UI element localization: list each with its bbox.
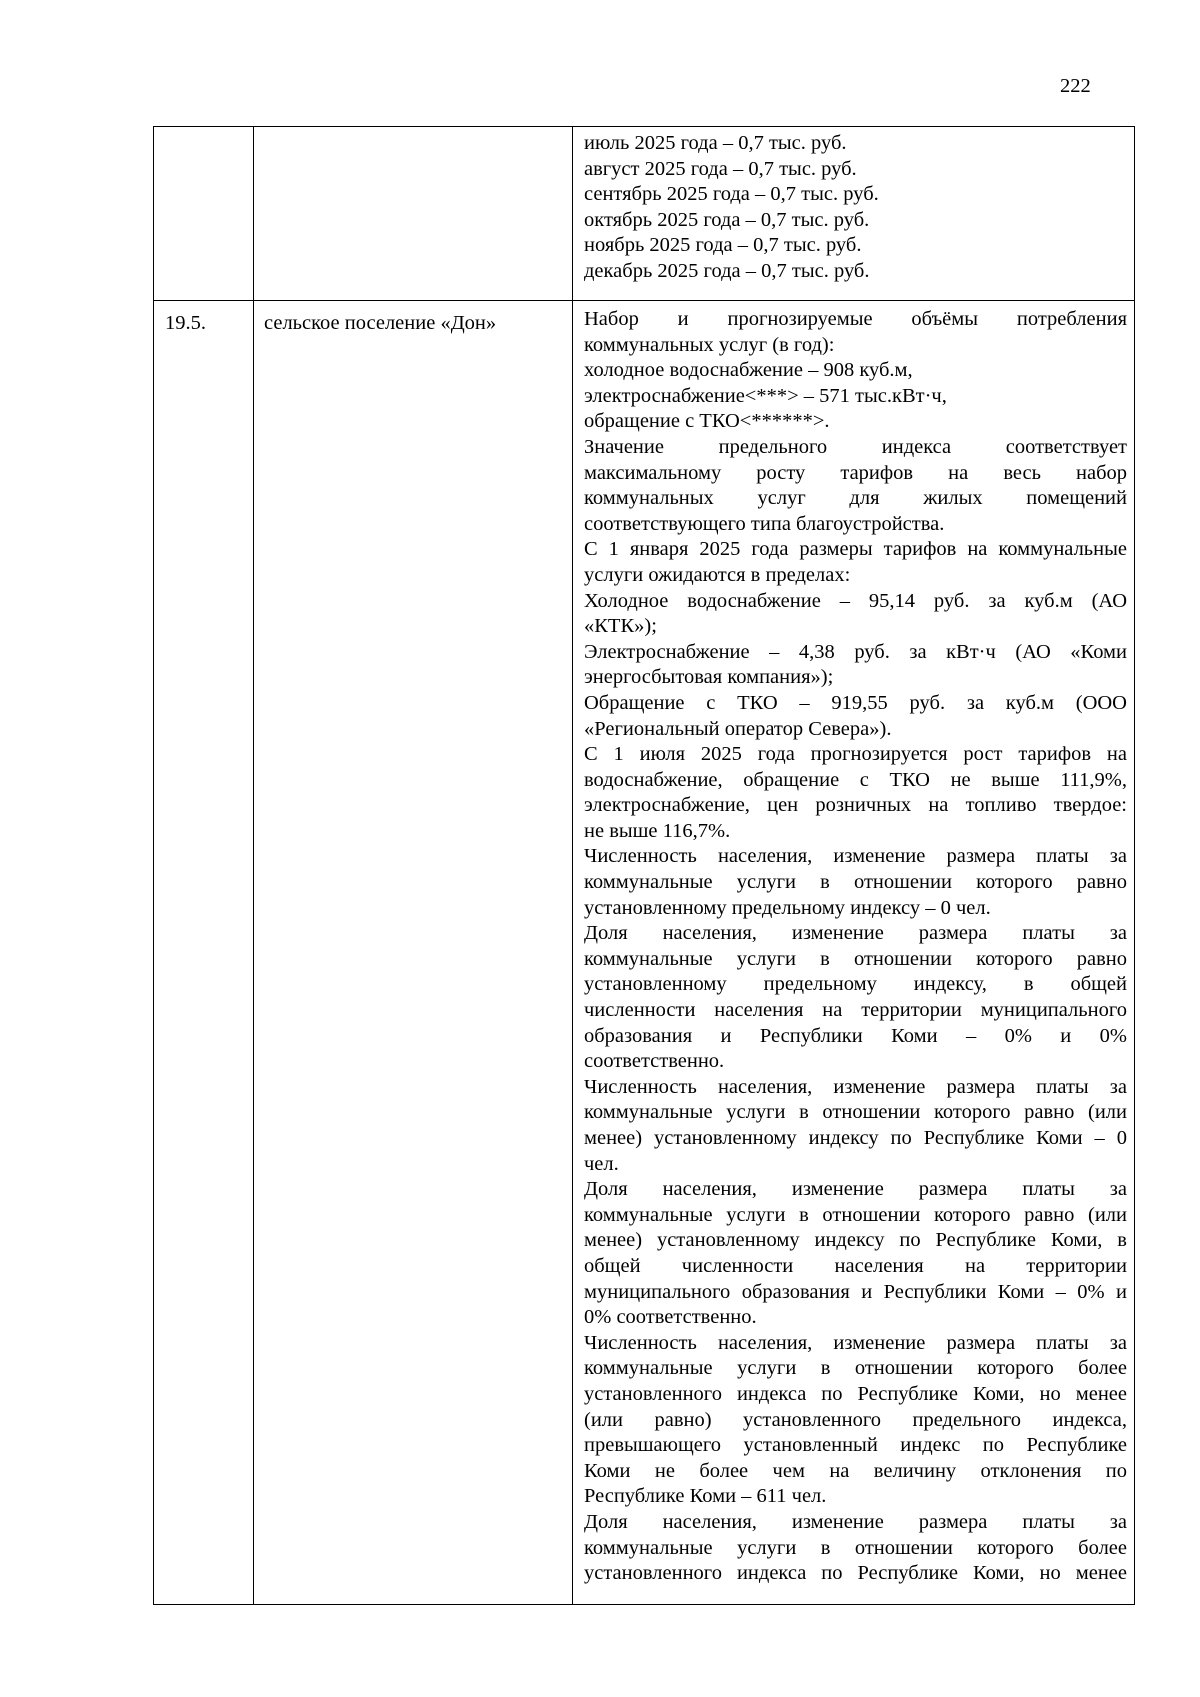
text-line: декабрь 2025 года – 0,7 тыс. руб. [584, 259, 870, 282]
text-line: ноябрь 2025 года – 0,7 тыс. руб. [584, 234, 862, 257]
text-line: менее) установленному индексу по Республике Коми – 0 [584, 1127, 1127, 1149]
text-line: муниципального образования и Республики Коми – 0% и [584, 1280, 1127, 1303]
text-line: Доля населения, изменение размера платы за [584, 922, 1127, 945]
text-line: соответственно. [584, 1050, 725, 1073]
text-line: Электроснабжение – 4,38 руб. за кВт·ч (АО «Коми [584, 640, 1127, 663]
text-line: менее) установленному индексу по Республике Коми, в [584, 1229, 1127, 1252]
text-line: Республике Коми – 611 чел. [584, 1485, 827, 1508]
table-row [154, 127, 1135, 301]
text-line: соответствующего типа благоустройства. [584, 512, 945, 535]
text-line: коммунальных услуг для жилых помещений [584, 487, 1127, 510]
text-line: С 1 января 2025 года размеры тарифов на коммунальные [584, 538, 1127, 561]
text-line: энергосбытовая компания»); [584, 666, 834, 689]
table-row [154, 301, 1135, 1605]
text-line: холодное водоснабжение – 908 куб.м, [584, 359, 913, 382]
text-line: Набор и прогнозируемые объёмы потребления [584, 308, 1127, 330]
text-line: С 1 июля 2025 года прогнозируется рост тарифов на [584, 743, 1127, 766]
text-line: образования и Республики Коми – 0% и 0% [584, 1024, 1127, 1047]
text-line: коммунальные услуги в отношении которого равно [584, 871, 1127, 894]
text-line: электроснабжение, цен розничных на топливо твердое: [584, 794, 1127, 817]
text-line: Численность населения, изменение размера платы за [584, 845, 1127, 868]
text-line: установленному предельному индексу, в общей [584, 973, 1127, 996]
text-line: общей численности населения на территории [584, 1254, 1127, 1277]
text-line: коммунальные услуги в отношении которого равно [584, 947, 1127, 970]
text-line: Значение предельного индекса соответствует [584, 435, 1127, 458]
row-number-cell: 19.5. [154, 301, 254, 1605]
text-line: октябрь 2025 года – 0,7 тыс. руб. [584, 208, 870, 231]
text-line: коммунальные услуги в отношении которого равно (или [584, 1203, 1127, 1226]
text-line: численности населения на территории муниципального [584, 999, 1127, 1022]
text-line: коммунальные услуги в отношении которого более [584, 1536, 1127, 1559]
text-line: Доля населения, изменение размера платы за [584, 1178, 1127, 1201]
text-line: август 2025 года – 0,7 тыс. руб. [584, 157, 857, 180]
text-line: не выше 116,7%. [584, 819, 731, 842]
text-line: Численность населения, изменение размера платы за [584, 1331, 1127, 1354]
text-line: установленного индекса по Республике Коми, но менее [584, 1382, 1127, 1405]
text-line: услуги ожидаются в пределах: [584, 563, 851, 586]
text-line: «КТК»); [584, 615, 657, 638]
text-line: «Региональный оператор Севера»). [584, 717, 892, 740]
text-line: коммунальных услуг (в год): [584, 333, 835, 356]
text-line: превышающего установленный индекс по Республике [584, 1434, 1127, 1457]
text-line: Коми не более чем на величину отклонения по [584, 1459, 1127, 1482]
row-number-cell [154, 127, 254, 301]
text-line: установленного индекса по Республике Коми, но менее [584, 1562, 1127, 1585]
page-number: 222 [1060, 75, 1091, 97]
description-cell [573, 127, 1135, 301]
text-line: обращение с ТКО<******>. [584, 410, 830, 433]
settlement-name-cell: сельское поселение «Дон» [254, 301, 573, 1605]
text-line: (или равно) установленного предельного индекса, [584, 1408, 1127, 1431]
text-line: июль 2025 года – 0,7 тыс. руб. [584, 132, 847, 154]
text-line: Обращение с ТКО – 919,55 руб. за куб.м (ООО [584, 691, 1127, 714]
text-line: Доля населения, изменение размера платы за [584, 1510, 1127, 1533]
text-line: Холодное водоснабжение – 95,14 руб. за куб.м (АО [584, 589, 1127, 612]
text-line: коммунальные услуги в отношении которого равно (или [584, 1101, 1127, 1124]
text-line: Численность населения, изменение размера платы за [584, 1075, 1127, 1098]
text-line: максимальному росту тарифов на весь набор [584, 461, 1127, 484]
settlement-name-cell [254, 127, 573, 301]
text-line: 0% соответственно. [584, 1306, 757, 1329]
text-line: электроснабжение<***> – 571 тыс.кВт·ч, [584, 384, 947, 407]
text-line: чел. [584, 1152, 619, 1175]
text-line: коммунальные услуги в отношении которого более [584, 1357, 1127, 1380]
description-cell [573, 301, 1135, 1605]
text-line: установленному предельному индексу – 0 чел. [584, 896, 991, 919]
tariff-table [153, 126, 1135, 1605]
text-line: сентябрь 2025 года – 0,7 тыс. руб. [584, 183, 879, 206]
text-line: водоснабжение, обращение с ТКО не выше 111,9%, [584, 768, 1127, 791]
